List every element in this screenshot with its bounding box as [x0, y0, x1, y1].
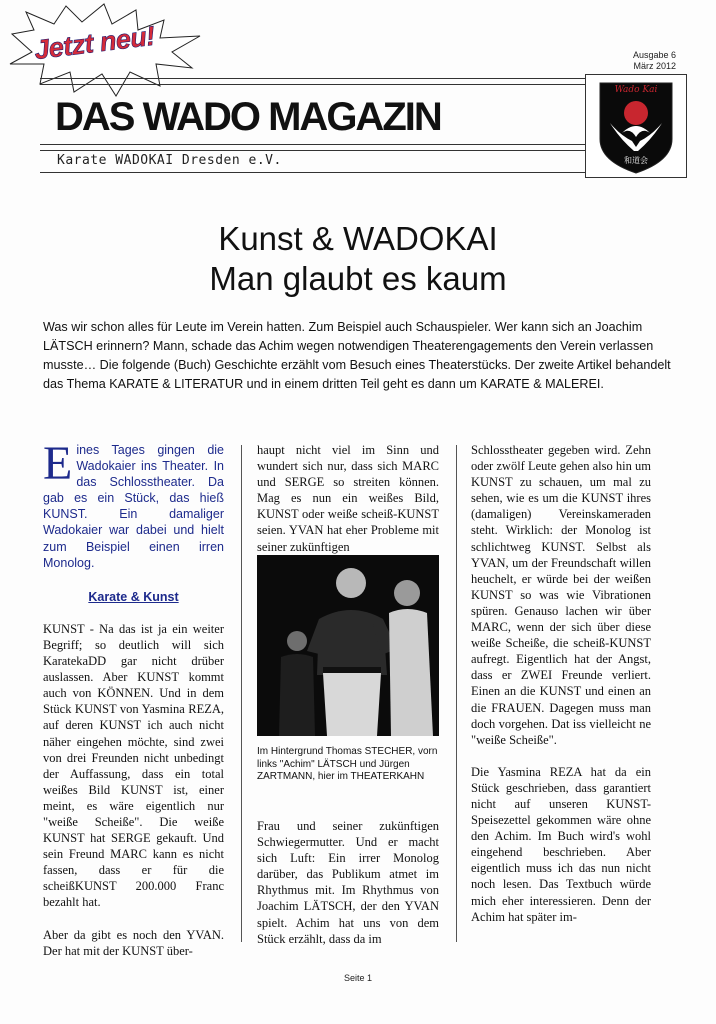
section-heading: Karate & Kunst — [88, 589, 179, 604]
article-title-line2: Man glaubt es kaum — [209, 260, 507, 297]
column-3 — [471, 442, 651, 941]
lead-text: ines Tages gingen die Wadokaier ins Theater. In das Schlosstheater. Da gab es ein Stück, das hieß KUNST. Ein damaliger Wadokaier war dabei und hielt zum Beispiel einen irren Monolog. — [43, 443, 224, 570]
column-divider — [456, 445, 457, 942]
column-divider — [241, 445, 242, 942]
body-paragraph: Schlosstheater gegeben wird. Zehn oder zwölf Leute gehen also hin um KUNST zu schauen, um mal zu sehen, wie es um die KUNST ihres (damaligen) Vereinskameraden steht. Wirklich: der Monolog ist schlichtweg KUNST. Selbst als YVAN, um der Freundschaft willen heuchelt, er würde bei der weißen KUNST so was wie Vibrationen spüren. Genauso lachen wir über MARC, wenn der sich über diese weiße Scheiße, die scheiß-KUNST aufregt. Eigentlich hat der Angst, dass er ZWEI Freunde verliert. Einen an die KUNST und einen an die FRAUEN. Dagegen muss man doch vorgehen. Dat iss vielleicht ne "weiße Scheiße". — [471, 443, 651, 747]
body-paragraph: haupt nicht viel im Sinn und wundert sich nur, dass sich MARC und SERGE so streiten können. Mag es nun ein weißes Bild, KUNST oder weiße scheiß-KUNST seien. YVAN hat eher Probleme mit seiner zukünftigen — [257, 443, 439, 554]
theater-photo-image — [257, 555, 439, 736]
jetzt-neu-badge: Jetzt neu! — [32, 20, 157, 66]
body-paragraph: KUNST - Na das ist ja ein weiter Begriff; so deutlich will sich KaratekaDD gar nicht drüber auslassen. Aber KUNST kommt auch von KÖNNEN. Und in dem Stück KUNST von Yasmina REZA, auf deren KUNST ich auch nicht näher eingehen möchte, sind zwei von drei Freunden nicht unbedingt der Auffassung, dass ein total weißes Bild KUNST ist, einer meint, es wäre eigentlich nur "weiße Scheiße". Die weiße KUNST hat SERGE gekauft. Und sein Freund MARC kann es nicht fassen, dass er für die scheißKUNST 200.000 Franc bezahlt hat. — [43, 621, 224, 910]
article-intro: Was wir schon alles für Leute im Verein hatten. Zum Beispiel auch Schauspieler. Wer kann sich an Joachim LÄTSCH erinnern? Mann, schade das Achim wegen notwendigen Theaterengagements den Verein verlassen musste… Die folgende (Buch) Geschichte erzählt vom Besuch eines Theaterstücks. Der zweite Artikel behandelt das Thema KARATE & LITERATUR und in einem dritten Teil geht es dann um KARATE & MALEREI. — [43, 320, 671, 391]
article-title-line1: Kunst & WADOKAI — [218, 220, 498, 257]
header-rule-2 — [40, 84, 586, 85]
club-name: Karate WADOKAI Dresden e.V. — [57, 153, 282, 168]
drop-cap: E — [43, 437, 73, 490]
logo-text-top: Wado Kai — [614, 85, 658, 95]
theater-photo — [257, 555, 439, 736]
magazine-title: DAS WADO MAGAZIN — [55, 95, 441, 139]
body-paragraph: Frau und seiner zukünftigen Schwiegermutter. Und er macht sich Luft: Ein irrer Monolog darüber, das Publikum atmet im Rhythmus mit. Im Rhythmus von Joachim LÄTSCH, der den YVAN spielt. Achim hat uns von dem Stück erzählt, dass da im — [257, 819, 439, 946]
body-paragraph: Aber da gibt es noch den YVAN. Der hat mit der KUNST über- — [43, 927, 224, 958]
issue-number: Ausgabe 6 — [632, 50, 676, 60]
wadokai-logo — [585, 74, 687, 178]
photo-caption: Im Hintergrund Thomas STECHER, vorn links "Achim" LÄTSCH und Jürgen ZARTMANN, hier im THEATERKAHN — [257, 746, 438, 782]
issue-info — [633, 50, 676, 72]
logo-text-bottom: 和道会 — [624, 156, 648, 165]
column-1 — [43, 437, 224, 975]
page-number: Seite 1 — [343, 973, 373, 983]
column-2-continued — [257, 818, 439, 963]
body-paragraph: Die Yasmina REZA hat da ein Stück geschrieben, dass garantiert nicht auf unseren KUNST-Speisezettel gekommen wäre ohne den Achim. Im Buch wird's wohl eingehend beschrieben. Aber eigentlich muss ich das nun nicht noch lesen. Das Textbuch würde mich eher interessieren. Denn der Achim hat später im- — [471, 764, 651, 924]
column-2 — [257, 442, 439, 571]
lead-paragraph — [43, 437, 224, 571]
issue-date: März 2012 — [633, 61, 676, 71]
header-rule-1 — [40, 78, 586, 79]
